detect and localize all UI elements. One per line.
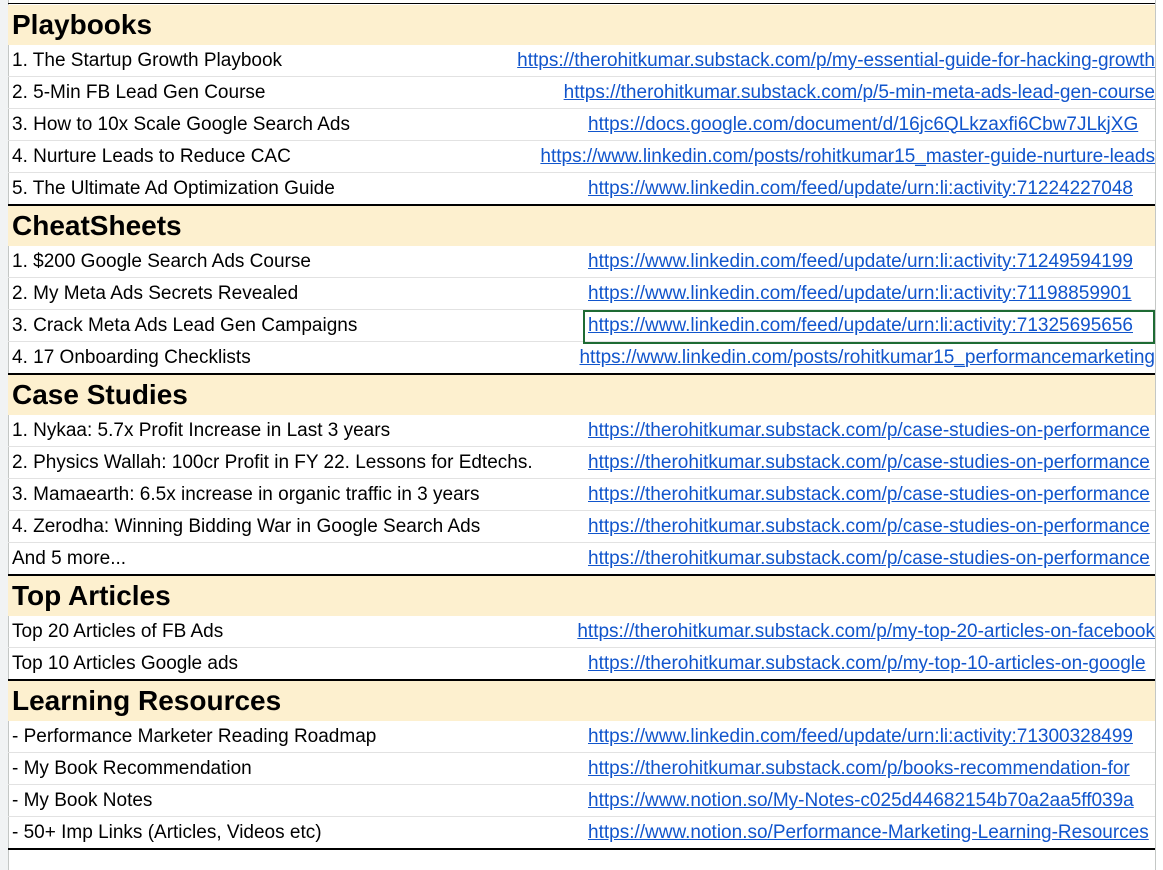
resource-link-cell[interactable]: https://www.linkedin.com/feed/update/urn:li:activity:71300328499 [588,725,1133,747]
resource-link-cell[interactable]: https://www.linkedin.com/posts/rohitkumar15_performancemarketing [579,346,1155,368]
resource-link-cell[interactable]: https://therohitkumar.substack.com/p/my-essential-guide-for-hacking-growth [517,49,1155,71]
resource-title-cell[interactable]: 4. Nurture Leads to Reduce CAC [12,145,291,167]
table-row [8,310,1155,342]
resource-link-cell[interactable]: https://www.linkedin.com/feed/update/urn:li:activity:71325695656 [588,314,1133,336]
section-title: Learning Resources [12,685,282,716]
table-row [8,45,1155,77]
resource-link-cell[interactable]: https://therohitkumar.substack.com/p/books-recommendation-for [588,757,1130,779]
table-row [8,342,1155,374]
top-border [8,3,1155,4]
resource-link-cell[interactable]: https://www.linkedin.com/feed/update/urn:li:activity:71224227048 [588,177,1133,199]
resource-link-cell[interactable]: https://therohitkumar.substack.com/p/my-top-20-articles-on-facebook [577,620,1155,642]
section-header-playbooks[interactable] [8,5,1155,45]
table-row [8,616,1155,648]
section-title: CheatSheets [12,210,182,241]
resource-title-cell[interactable]: 3. How to 10x Scale Google Search Ads [12,113,350,135]
resource-title-cell[interactable]: 2. 5-Min FB Lead Gen Course [12,81,266,103]
resource-title-cell[interactable]: 4. 17 Onboarding Checklists [12,346,251,368]
table-row [8,511,1155,543]
table-row [8,648,1155,680]
resource-link-cell[interactable]: https://www.notion.so/My-Notes-c025d44682154b70a2aa5ff039a [588,789,1134,811]
table-row [8,109,1155,141]
table-row [8,77,1155,109]
resource-link-cell[interactable]: https://therohitkumar.substack.com/p/my-top-10-articles-on-google [588,652,1146,674]
resource-title-cell[interactable]: Top 20 Articles of FB Ads [12,620,224,642]
section-divider [8,848,1155,850]
table-row [8,753,1155,785]
next-column-edge [1155,0,1163,870]
resource-title-cell[interactable]: 4. Zerodha: Winning Bidding War in Google Search Ads [12,515,481,537]
resource-title-cell[interactable]: 1. $200 Google Search Ads Course [12,250,311,272]
resource-link-cell[interactable]: https://therohitkumar.substack.com/p/case-studies-on-performance [588,419,1150,441]
table-row [8,447,1155,479]
resource-link-cell[interactable]: https://therohitkumar.substack.com/p/case-studies-on-performance [588,451,1150,473]
resource-link-cell[interactable]: https://therohitkumar.substack.com/p/case-studies-on-performance [588,483,1150,505]
table-row [8,817,1155,849]
resource-link-cell[interactable]: https://therohitkumar.substack.com/p/case-studies-on-performance [588,547,1150,569]
resource-title-cell[interactable]: - My Book Recommendation [12,757,252,779]
table-row [8,721,1155,753]
resource-title-cell[interactable]: 3. Crack Meta Ads Lead Gen Campaigns [12,314,358,336]
section-title: Playbooks [12,9,153,40]
resource-title-cell[interactable]: 5. The Ultimate Ad Optimization Guide [12,177,335,199]
resource-link-cell[interactable]: https://www.linkedin.com/posts/rohitkumar15_master-guide-nurture-leads [540,145,1155,167]
table-row [8,415,1155,447]
section-header-cheatsheets[interactable] [8,206,1155,246]
resource-title-cell[interactable]: Top 10 Articles Google ads [12,652,239,674]
table-row [8,246,1155,278]
table-row [8,141,1155,173]
resource-title-cell[interactable]: And 5 more... [12,547,127,569]
resource-link-cell[interactable]: https://therohitkumar.substack.com/p/5-min-meta-ads-lead-gen-course [563,81,1155,103]
resource-link-cell[interactable]: https://docs.google.com/document/d/16jc6QLkzaxfi6Cbw7JLkjXG [588,113,1139,135]
table-row [8,173,1155,205]
table-row [8,543,1155,575]
resource-title-cell[interactable]: - Performance Marketer Reading Roadmap [12,725,377,747]
resource-title-cell[interactable]: 2. My Meta Ads Secrets Revealed [12,282,299,304]
section-header-case-studies[interactable] [8,375,1155,415]
section-header-top-articles[interactable] [8,576,1155,616]
table-row [8,479,1155,511]
resource-link-cell[interactable]: https://www.linkedin.com/feed/update/urn:li:activity:71198859901 [588,282,1132,304]
table-row [8,785,1155,817]
section-title: Case Studies [12,379,188,410]
resource-link-cell[interactable]: https://www.notion.so/Performance-Marketing-Learning-Resources [588,821,1149,843]
section-title: Top Articles [12,580,171,611]
resource-title-cell[interactable]: 2. Physics Wallah: 100cr Profit in FY 22. Lessons for Edtechs. [12,451,533,473]
resource-title-cell[interactable]: - 50+ Imp Links (Articles, Videos etc) [12,821,322,843]
resource-title-cell[interactable]: 1. Nykaa: 5.7x Profit Increase in Last 3 years [12,419,391,441]
resource-title-cell[interactable]: 3. Mamaearth: 6.5x increase in organic traffic in 3 years [12,483,480,505]
resource-link-cell[interactable]: https://therohitkumar.substack.com/p/case-studies-on-performance [588,515,1150,537]
section-header-learning-resources[interactable] [8,681,1155,721]
table-row [8,278,1155,310]
resource-link-cell[interactable]: https://www.linkedin.com/feed/update/urn:li:activity:71249594199 [588,250,1133,272]
resource-title-cell[interactable]: 1. The Startup Growth Playbook [12,49,283,71]
resource-title-cell[interactable]: - My Book Notes [12,789,153,811]
